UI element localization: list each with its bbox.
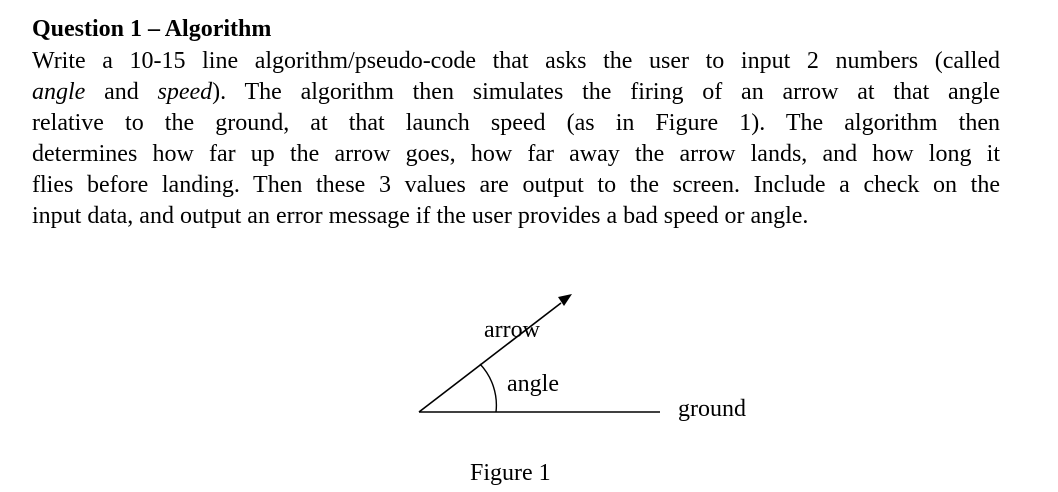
angle-arc: [480, 364, 496, 412]
italic-term-speed: speed: [157, 79, 213, 105]
figure-caption: Figure 1: [470, 460, 551, 486]
question-heading: Question 1 – Algorithm: [32, 16, 272, 42]
body-text-segment: ). The algorithm then simulates the firing of an arrow at that angle: [212, 79, 1000, 105]
body-text-segment: relative to the ground, at that launch speed (as in Figure 1). The algorithm then: [32, 110, 1000, 136]
body-text-segment: flies before landing. Then these 3 values are output to the screen. Include a check on the: [32, 172, 1000, 198]
body-text-segment: input data, and output an error message if the user provides a bad speed or angle.: [32, 203, 809, 229]
body-text-segment: and: [85, 79, 158, 105]
body-text-segment: Write a 10-15 line algorithm/pseudo-code that asks the user to input 2 numbers (called: [32, 48, 1000, 74]
ground-label: ground: [678, 396, 746, 422]
body-text-segment: determines how far up the arrow goes, how far away the arrow lands, and how long it: [32, 141, 1000, 167]
italic-term-angle: angle: [32, 79, 86, 105]
arrow-label: arrow: [484, 317, 540, 343]
angle-label: angle: [507, 371, 559, 397]
